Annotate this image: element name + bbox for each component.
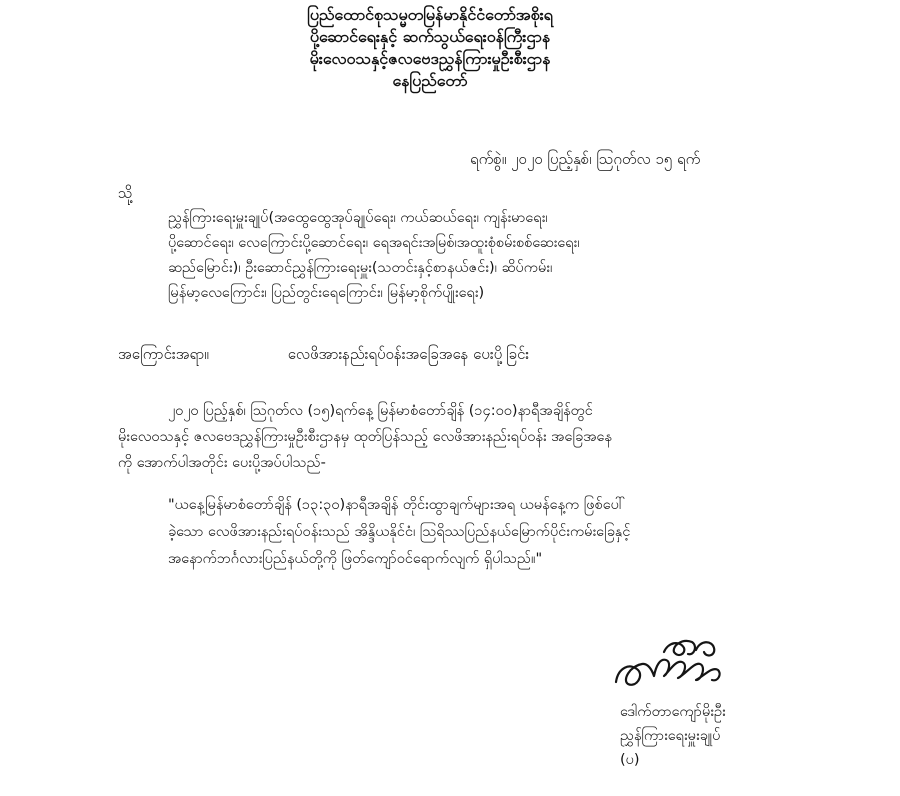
body-paragraph (118, 398, 818, 476)
recipients-block (168, 206, 788, 306)
quote-line: အနောက်ဘင်္ဂလားပြည်နယ်တို့ကို ဖြတ်ကျော်ဝင်ရောက်လျက် ရှိပါသည်။" (168, 551, 543, 567)
signatory-name: ဒေါက်တာကျော်မိုးဦး (620, 704, 726, 720)
subject-text: လေဖိအားနည်းရပ်ဝန်းအခြေအနေ ပေးပို့ခြင်း (287, 345, 530, 363)
quoted-bulletin (168, 492, 828, 573)
signed-mark: (ပ) (620, 752, 640, 768)
letter-date: ရက်စွဲ။ ၂၀၂၀ ပြည့်နှစ်၊ ဩဂုတ်လ ၁၅ ရက် (470, 150, 701, 168)
subject-label: အကြောင်းအရာ။ (118, 345, 209, 363)
letterhead-department: မိုးလေဝသနှင့်ဇလဗေဒညွှန်ကြားမှုဦးစီးဌာန (309, 49, 551, 68)
body-line: ၂၀၂၀ ပြည့်နှစ်၊ ဩဂုတ်လ (၁၅)ရက်နေ့ မြန်မာစံတော်ချိန် (၁၄:၀၀)နာရီအချိန်တွင် (168, 403, 593, 419)
signatory-title: ညွှန်ကြားရေးမှူးချုပ် (620, 728, 721, 744)
letterhead-government: ပြည်ထောင်စုသမ္မတမြန်မာနိုင်ငံတော်အစိုးရ (307, 5, 553, 24)
quote-line: "ယနေ့မြန်မာစံတော်ချိန် (၁၃:၃၀)နာရီအချိန် တိုင်းထွာချက်များအရ ယမန်နေ့က ဖြစ်ပေါ် (168, 497, 626, 513)
handwritten-signature (608, 630, 738, 700)
recipient-line: ပို့ဆောင်ရေး၊ လေကြောင်းပို့ဆောင်ရေး၊ ရေအရင်းအမြစ်၊အထူးစုံစမ်းစစ်ဆေးရေး၊ (168, 235, 580, 251)
quote-line: ခဲ့သော လေဖိအားနည်းရပ်ဝန်းသည် အိန္ဒိယနိုင်ငံ၊ ဩရိဿပြည်နယ်မြောက်ပိုင်းကမ်းခြေနှင့် (168, 524, 631, 540)
recipient-line: ဆည်မြောင်း)၊ ဦးဆောင်ညွှန်ကြားရေးမှူး(သတင်းနှင့်စာနယ်ဇင်း)၊ ဆိပ်ကမ်း၊ (168, 260, 553, 276)
letterhead-location: နေပြည်တော် (392, 71, 468, 90)
letterhead (240, 4, 620, 92)
signature-block (620, 700, 726, 772)
letterhead-ministry: ပို့ဆောင်ရေးနှင့် ဆက်သွယ်ရေးဝန်ကြီးဌာန (309, 27, 551, 46)
recipient-line: မြန်မာ့လေကြောင်း၊ ပြည်တွင်းရေကြောင်း၊ မြန်မာ့စိုက်ပျိုးရေး) (168, 285, 485, 301)
recipient-line: ညွှန်ကြားရေးမှူးချုပ်(အထွေထွေအုပ်ချုပ်ရေး၊ ကယ်ဆယ်ရေး၊ ကျန်းမာရေး၊ (168, 210, 548, 226)
body-line: ကို အောက်ပါအတိုင်း ပေးပို့အပ်ပါသည်- (118, 455, 326, 471)
to-label: သို့ (118, 184, 133, 202)
subject-line (118, 345, 529, 367)
body-line: မိုးလေဝသနှင့် ဇလဗေဒညွှန်ကြားမှုဦးစီးဌာနမှ ထုတ်ပြန်သည့် လေဖိအားနည်းရပ်ဝန်း အခြေအနေ (118, 429, 612, 445)
